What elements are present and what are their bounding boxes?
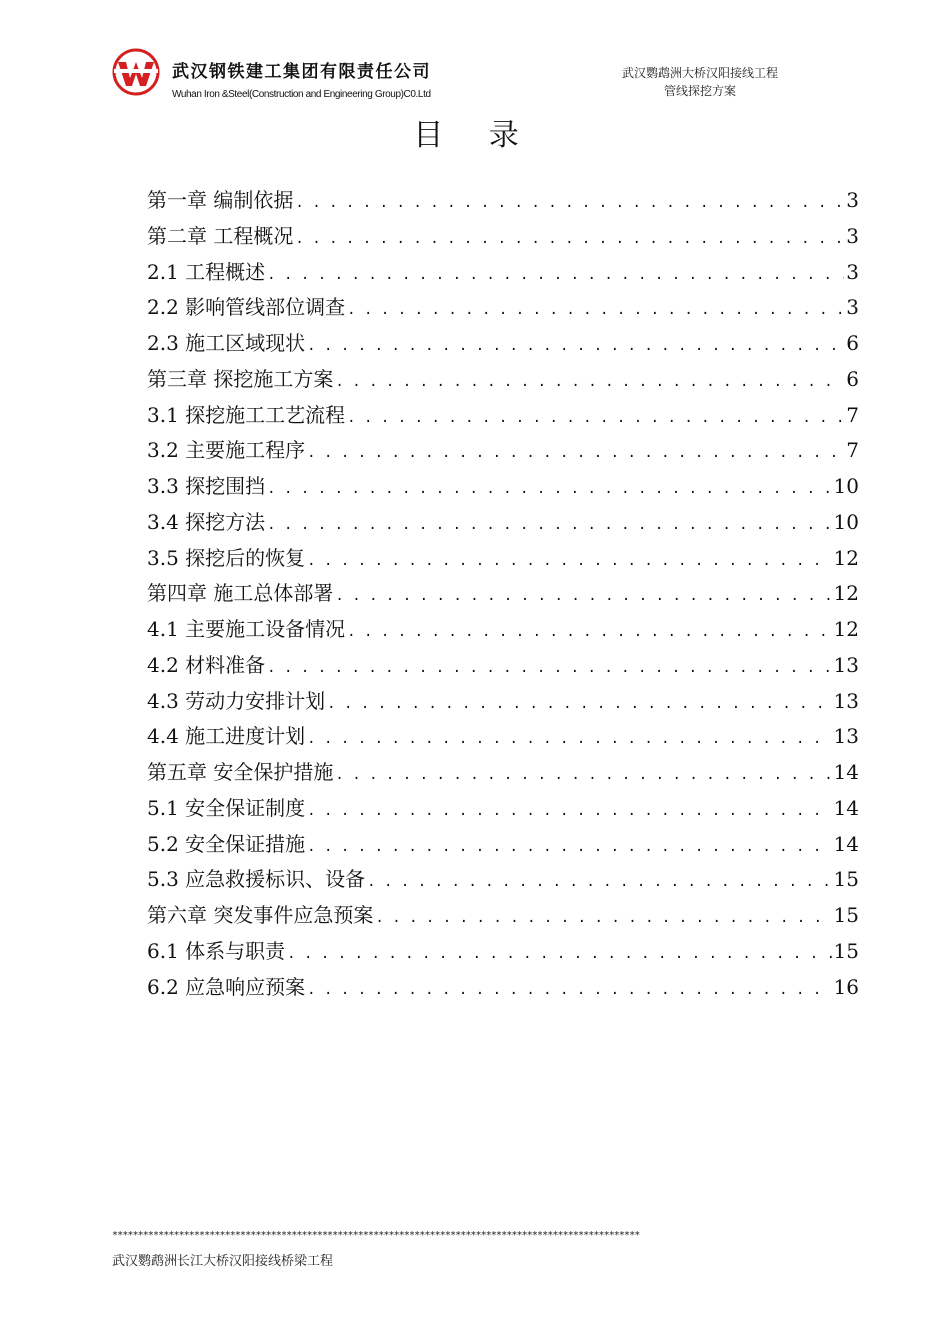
company-name-en: Wuhan Iron &Steel(Construction and Engineering Group)C0.Ltd [172, 89, 431, 100]
toc-entry-page: 15 [833, 867, 859, 892]
toc-entry-page: 14 [833, 760, 859, 784]
footer-text: 武汉鹦鹉洲长江大桥汉阳接线桥梁工程 [112, 1254, 334, 1269]
toc-entry[interactable] [147, 219, 859, 255]
toc-entry[interactable] [147, 290, 859, 326]
toc-entry-label: 3.3 探挖围挡 [147, 474, 266, 498]
toc-entry[interactable] [147, 755, 859, 791]
toc-entry-page: 13 [833, 688, 859, 713]
toc-leader-dots [307, 436, 844, 469]
toc-entry-page: 13 [833, 652, 859, 677]
toc-entry[interactable] [147, 469, 859, 505]
toc-entry-page: 15 [833, 903, 859, 927]
toc-entry-page: 14 [833, 795, 859, 820]
toc-entry-page: 3 [846, 188, 859, 212]
toc-entry[interactable] [147, 612, 859, 648]
toc-entry-label: 5.2 安全保证措施 [147, 831, 306, 856]
toc-entry-page: 3 [846, 223, 859, 248]
company-logo-icon [112, 48, 160, 96]
toc-entry-page: 7 [846, 402, 859, 427]
table-of-contents [147, 183, 859, 1005]
toc-entry-label: 4.3 劳动力安排计划 [147, 688, 326, 713]
toc-entry-label: 2.3 施工区域现状 [147, 331, 306, 355]
toc-entry-label: 3.5 探挖后的恢复 [147, 545, 306, 570]
toc-leader-dots [347, 293, 844, 326]
document-subject: 管线探挖方案 [663, 84, 736, 98]
toc-leader-dots [295, 222, 844, 255]
toc-entry-page: 12 [833, 545, 859, 570]
toc-entry-label: 6.1 体系与职责 [147, 938, 286, 963]
toc-entry-page: 12 [833, 581, 859, 606]
toc-entry-page: 12 [833, 617, 859, 641]
toc-leader-dots [307, 794, 831, 827]
toc-leader-dots [267, 651, 831, 684]
toc-leader-dots [267, 508, 831, 541]
toc-leader-dots [335, 579, 831, 612]
toc-entry[interactable] [147, 541, 859, 577]
toc-entry-page: 16 [833, 974, 859, 999]
project-name: 武汉鹦鹉洲大桥汉阳接线工程 [621, 66, 778, 80]
toc-entry[interactable] [147, 862, 859, 898]
toc-leader-dots [335, 758, 831, 791]
toc-entry-page: 10 [833, 474, 859, 498]
toc-entry[interactable] [147, 433, 859, 469]
toc-entry-label: 3.1 探挖施工工艺流程 [147, 402, 346, 427]
toc-leader-dots [335, 365, 844, 398]
toc-leader-dots [307, 329, 844, 362]
toc-entry-label: 4.4 施工进度计划 [147, 724, 306, 749]
toc-leader-dots [267, 258, 844, 291]
toc-entry-label: 第四章 施工总体部署 [147, 581, 334, 606]
toc-entry[interactable] [147, 719, 859, 755]
toc-leader-dots [307, 973, 831, 1006]
toc-entry-label: 第二章 工程概况 [147, 223, 294, 248]
page-title: 目 录 [413, 118, 537, 153]
toc-leader-dots [307, 544, 831, 577]
toc-entry[interactable] [147, 827, 859, 863]
toc-entry[interactable] [147, 362, 859, 398]
toc-entry-page: 3 [846, 259, 859, 284]
toc-leader-dots [347, 615, 831, 648]
toc-entry-label: 第五章 安全保护措施 [147, 760, 334, 784]
toc-entry-label: 第一章 编制依据 [147, 188, 294, 212]
toc-entry-page: 14 [833, 831, 859, 856]
toc-entry-label: 3.2 主要施工程序 [147, 438, 306, 463]
toc-entry[interactable] [147, 255, 859, 291]
toc-entry-page: 6 [846, 366, 859, 391]
toc-entry[interactable] [147, 398, 859, 434]
toc-entry-page: 10 [833, 509, 859, 534]
toc-entry-label: 3.4 探挖方法 [147, 509, 266, 534]
toc-entry-page: 7 [846, 438, 859, 463]
toc-entry-label: 4.1 主要施工设备情况 [147, 617, 346, 641]
toc-leader-dots [307, 722, 831, 755]
toc-entry-label: 2.2 影响管线部位调查 [147, 295, 346, 320]
toc-leader-dots [347, 401, 844, 434]
toc-entry[interactable] [147, 183, 859, 219]
toc-entry[interactable] [147, 684, 859, 720]
toc-entry-label: 2.1 工程概述 [147, 259, 266, 284]
toc-entry-label: 第六章 突发事件应急预案 [147, 903, 374, 927]
toc-leader-dots [375, 901, 831, 934]
toc-entry-page: 3 [846, 295, 859, 320]
toc-entry[interactable] [147, 791, 859, 827]
toc-leader-dots [367, 865, 831, 898]
toc-leader-dots [287, 937, 831, 970]
toc-entry-label: 5.1 安全保证制度 [147, 795, 306, 820]
toc-entry[interactable] [147, 970, 859, 1006]
toc-entry[interactable] [147, 505, 859, 541]
toc-leader-dots [295, 186, 844, 219]
toc-entry-label: 5.3 应急救援标识、设备 [147, 867, 366, 892]
toc-entry-label: 第三章 探挖施工方案 [147, 366, 334, 391]
toc-entry-page: 13 [833, 724, 859, 749]
toc-entry-page: 6 [846, 331, 859, 355]
toc-entry[interactable] [147, 576, 859, 612]
toc-entry-label: 4.2 材料准备 [147, 652, 266, 677]
toc-entry-label: 6.2 应急响应预案 [147, 974, 306, 999]
toc-entry[interactable] [147, 898, 859, 934]
project-header [580, 64, 820, 100]
toc-leader-dots [307, 830, 831, 863]
toc-entry[interactable] [147, 326, 859, 362]
toc-leader-dots [327, 687, 831, 720]
toc-entry[interactable] [147, 648, 859, 684]
toc-entry[interactable] [147, 934, 859, 970]
toc-entry-page: 15 [833, 938, 859, 963]
toc-leader-dots [267, 472, 831, 505]
company-name-cn: 武汉钢铁建工集团有限责任公司 [172, 62, 431, 82]
footer-divider: ******************************************************************************************************* [112, 1230, 640, 1241]
